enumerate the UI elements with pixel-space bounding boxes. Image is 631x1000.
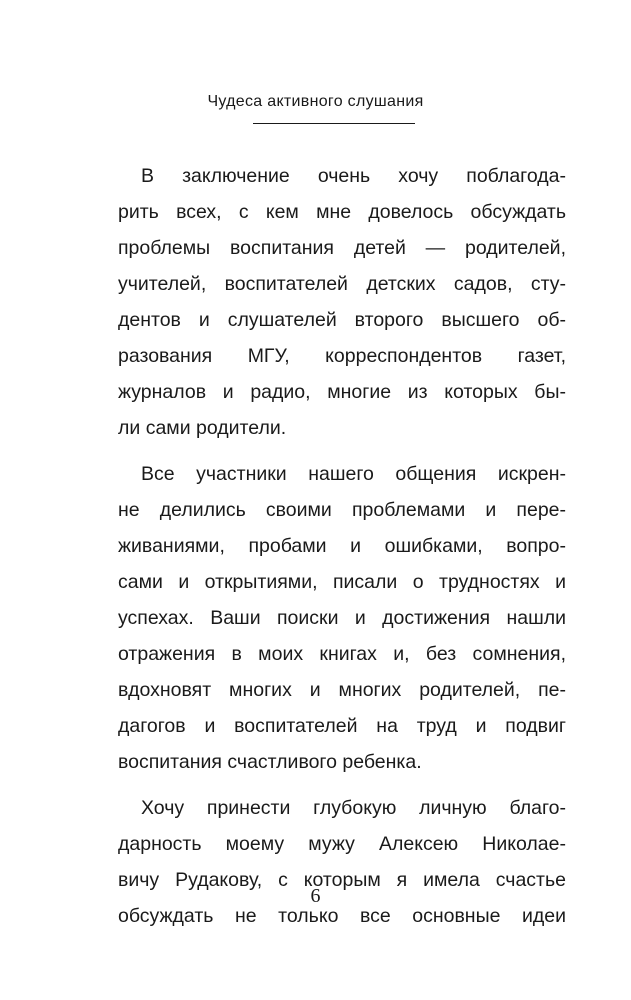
text-line: ли сами родители. [118,417,287,439]
text-line: учителей, воспитателей детских садов, сту- [118,273,566,295]
text-line: обсуждать не только все основные идеи [118,905,566,927]
text-line: вдохновят многих и многих родителей, пе- [118,679,566,701]
paragraph [118,790,566,934]
text-line: отражения в моих книгах и, без сомнения, [118,643,566,665]
text-line: вичу Рудакову, с которым я имела счастье [118,869,566,891]
page-number: 6 [310,885,321,907]
text-line: успехах. Ваши поиски и достижения нашли [118,607,566,629]
text-line: рить всех, с кем мне довелось обсуждать [118,201,566,223]
text-line: сами и открытиями, писали о трудностях и [118,571,566,593]
text-line: дентов и слушателей второго высшего об- [118,309,566,331]
paragraph [118,158,566,446]
text-line: дарность моему мужу Алексею Николае- [118,833,566,855]
paragraph [118,456,566,780]
paragraph-gap [118,780,566,790]
text-line: живаниями, пробами и ошибками, вопро- [118,535,566,557]
body-text [118,158,566,934]
text-line: дагогов и воспитателей на труд и подвиг [118,715,566,737]
text-line: не делились своими проблемами и пере- [118,499,566,521]
text-line: разования МГУ, корреспондентов газет, [118,345,566,367]
text-line: Все участники нашего общения искрен- [141,463,566,485]
text-line: В заключение очень хочу поблагода- [141,165,566,187]
paragraph-gap [118,446,566,456]
text-line: воспитания счастливого ребенка. [118,751,422,773]
text-line: проблемы воспитания детей — родителей, [118,237,566,259]
text-line: журналов и радио, многие из которых бы- [118,381,566,403]
text-line: Хочу принести глубокую личную благо- [141,797,566,819]
running-title: Чудеса активного слушания [207,93,424,110]
header-rule [253,123,415,124]
